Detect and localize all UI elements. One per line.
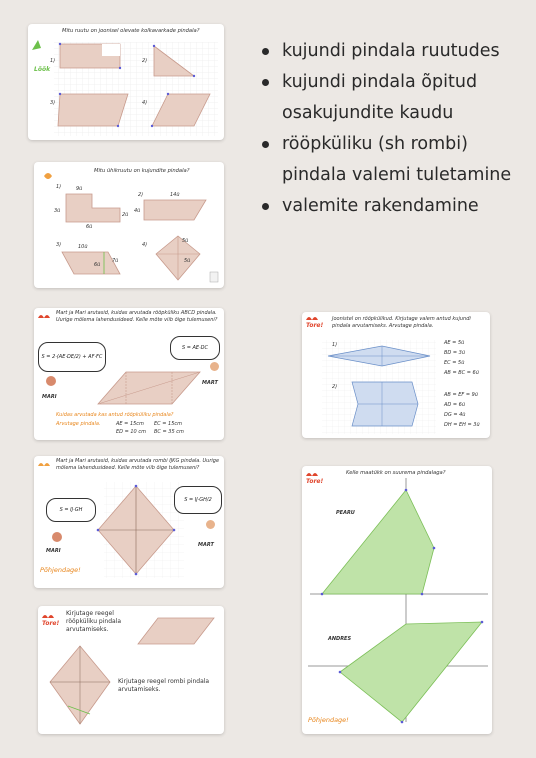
dim-label: 6ü bbox=[94, 262, 101, 268]
slide-question: Kelle maatükk on suurema pindalaga? bbox=[346, 470, 446, 476]
slide-formulas bbox=[302, 312, 490, 438]
slide-unit-squares bbox=[34, 162, 224, 288]
mari-avatar bbox=[46, 376, 56, 386]
formula-right: S = IJ·GH/2 bbox=[184, 497, 212, 503]
formula-right: S = AE·DC bbox=[181, 345, 209, 351]
value-label: AE = 15cm bbox=[116, 421, 144, 427]
slide-parallelogram-discussion bbox=[34, 308, 224, 440]
mart-avatar bbox=[206, 520, 215, 529]
grid-figures bbox=[28, 24, 224, 140]
badge-label: Tore! bbox=[306, 322, 324, 329]
mari-speech-bubble bbox=[38, 342, 106, 372]
figure-label: 4) bbox=[142, 242, 148, 248]
unit-figures bbox=[34, 162, 224, 288]
value-label: EC = 5ü bbox=[444, 360, 465, 366]
slide-footer: Põhjendage! bbox=[40, 566, 81, 574]
figure-label: 3) bbox=[56, 242, 62, 248]
value-label: DG = 4ü bbox=[444, 412, 466, 418]
slide-question: Mitu ruutu on joonisel olevate kolkavarkade pindala? bbox=[62, 28, 200, 34]
value-label: BD = 3ü bbox=[444, 350, 465, 356]
bullet-1: kujundi pindala ruutudes bbox=[262, 36, 532, 67]
dim-label: 5ü bbox=[182, 238, 189, 244]
dim-label: 5ü bbox=[184, 258, 191, 264]
value-label: EC = 15cm bbox=[154, 421, 183, 427]
dim-label: 6ü bbox=[86, 224, 93, 230]
slide-footer-2: Arvutage pindala. bbox=[56, 421, 101, 427]
figure-label: 1) bbox=[56, 184, 62, 190]
bullet-4: valemite rakendamine bbox=[262, 191, 532, 222]
dim-label: 3ü bbox=[54, 208, 61, 214]
dim-label: 9ü bbox=[76, 186, 83, 192]
badge-label: Tore! bbox=[42, 620, 60, 627]
formula-left: S = 2·(AE·DE/2) + AF·FC bbox=[41, 354, 103, 360]
mari-avatar bbox=[52, 532, 62, 542]
badge-label: Lõõk bbox=[34, 66, 51, 73]
slide-land-plots bbox=[302, 466, 492, 734]
topic-list bbox=[262, 36, 532, 222]
rule-text-bottom: Kirjutage reegel rombi pindala arvutamiseks. bbox=[118, 678, 210, 693]
formula-left: S = IJ·GH bbox=[59, 507, 83, 513]
value-label: DH = EH = 3ü bbox=[444, 422, 480, 428]
name-top: PEARU bbox=[336, 510, 355, 516]
figure-label: 1) bbox=[50, 58, 56, 64]
figure-label: 3) bbox=[50, 100, 56, 106]
mart-speech-bubble bbox=[170, 336, 220, 360]
name-bottom: ANDRES bbox=[328, 636, 352, 642]
dim-label: 14ü bbox=[170, 192, 180, 198]
badge-label: Tore! bbox=[306, 478, 324, 485]
value-label: ED = 10 cm bbox=[116, 429, 146, 435]
figure-label: 1) bbox=[332, 342, 338, 348]
mart-avatar bbox=[210, 362, 219, 371]
slide-text: Mart ja Mari arutasid, kuidas arvutada rombi IJKG pindala. Uurige mõlema lahendusideed. Kelle mõte viib õige tulemuseni? bbox=[56, 458, 220, 471]
slide-text: Mart ja Mari arutasid, kuidas arvutada rööpküliku ABCD pindala. Uurige mõlema lahendusideed. Kelle mõte viib õige tulemuseni? bbox=[56, 310, 218, 323]
mari-speech-bubble bbox=[46, 498, 96, 522]
dim-label: 10ü bbox=[78, 244, 88, 250]
value-label: BC = 35 cm bbox=[154, 429, 184, 435]
value-label: AB = BC = 6ü bbox=[444, 370, 479, 376]
slide-question: Mitu ühikruutu on kujundite pindala? bbox=[94, 168, 190, 174]
mart-speech-bubble bbox=[174, 486, 222, 514]
figure-label: 4) bbox=[142, 100, 148, 106]
slide-grid-area bbox=[28, 24, 224, 140]
land-plot-figures bbox=[302, 466, 492, 734]
bullet-3: rööpküliku (sh rombi) pindala valemi tuletamine bbox=[262, 129, 532, 191]
value-label: AD = 6ü bbox=[444, 402, 465, 408]
slide-text: Joonistel on rööpkülikud. Kirjutage valem antud kujundi pindala arvutamiseks. Arvutage pindala. bbox=[332, 316, 471, 329]
dim-label: 2ü bbox=[122, 212, 129, 218]
figure-label: 2) bbox=[138, 192, 144, 198]
rule-text-top: Kirjutage reegel rööpküliku pindala arvutamiseks. bbox=[66, 610, 122, 633]
slide-rhombus-discussion bbox=[34, 456, 224, 588]
mari-name: MARI bbox=[42, 394, 57, 400]
dim-label: 4ü bbox=[134, 208, 141, 214]
mart-name: MART bbox=[198, 542, 214, 548]
mart-name: MART bbox=[202, 380, 218, 386]
bullet-2: kujundi pindala õpitud osakujundite kaudu bbox=[262, 67, 532, 129]
mari-name: MARI bbox=[46, 548, 61, 554]
slide-footer: Kuidas arvutada kas antud rööpküliku pindala? bbox=[56, 412, 174, 418]
value-label: AE = 5ü bbox=[444, 340, 465, 346]
slide-area-rules bbox=[38, 606, 224, 734]
dim-label: 7ü bbox=[112, 258, 119, 264]
slide-footer: Põhjendage! bbox=[308, 716, 349, 724]
figure-label: 2) bbox=[332, 384, 338, 390]
figure-label: 2) bbox=[142, 58, 148, 64]
value-label: AB = EF = 9ü bbox=[444, 392, 478, 398]
